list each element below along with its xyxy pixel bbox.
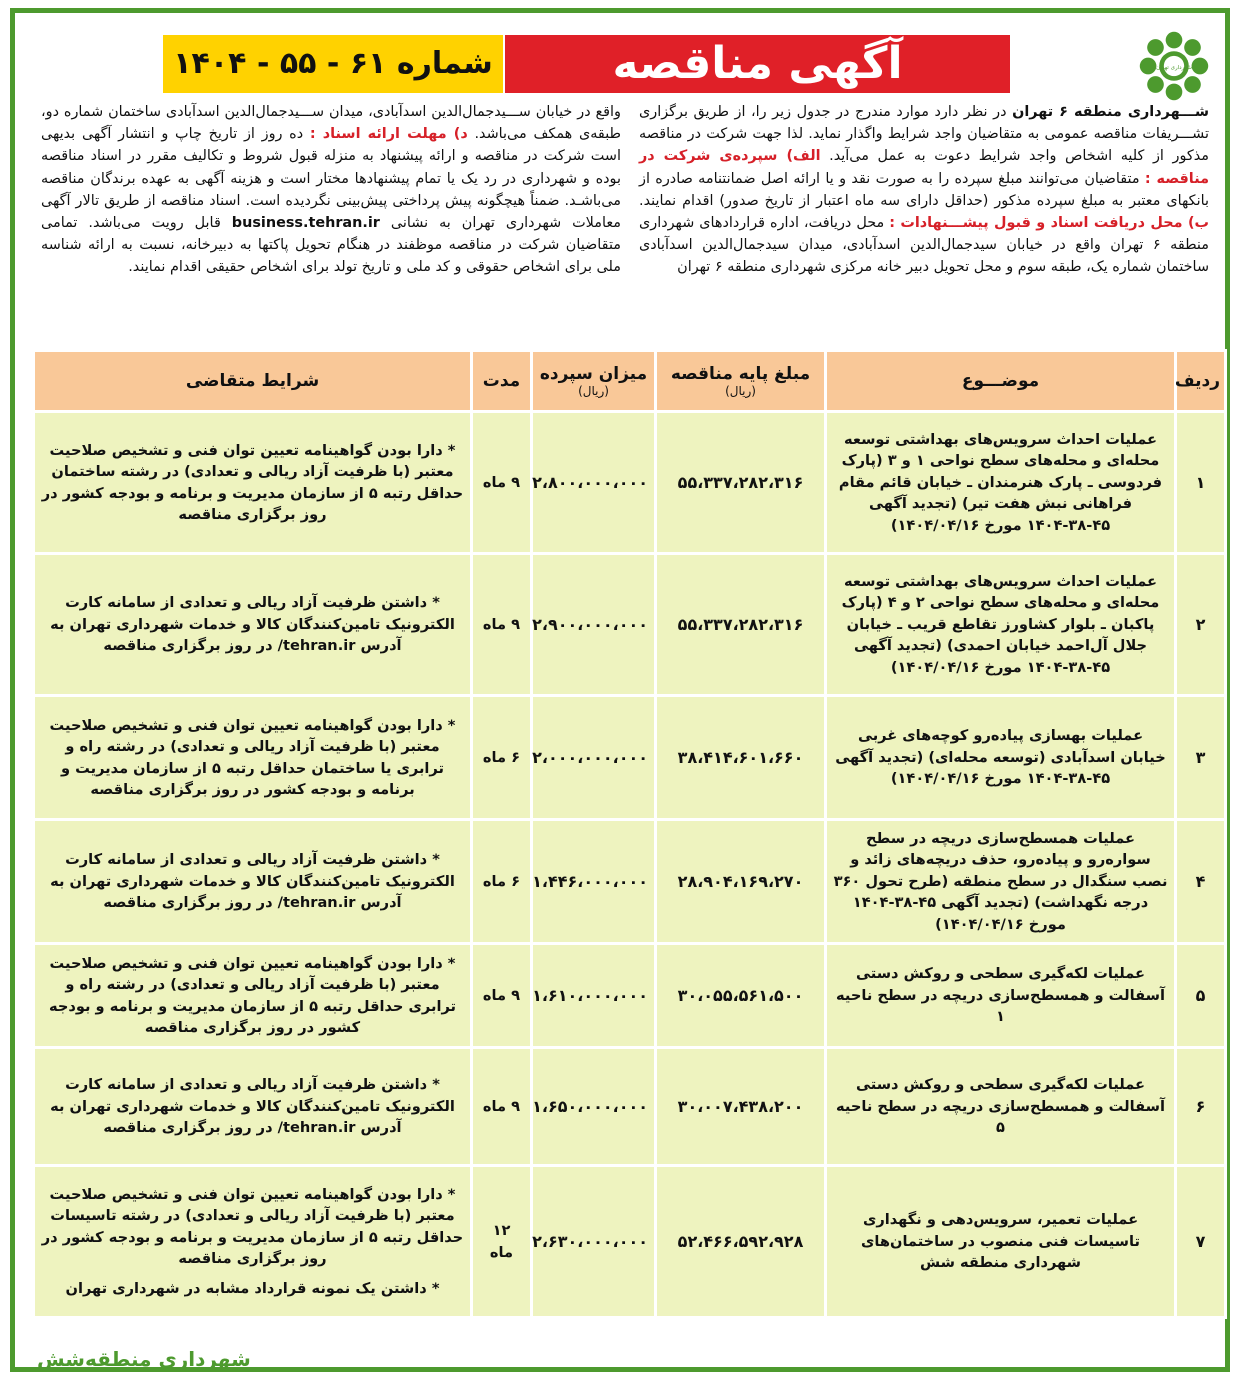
table-row [34,820,1226,944]
row-base-amount: ۵۲،۴۶۶،۵۹۲،۹۲۸ [656,1166,826,1318]
row-duration: ۹ ماه [472,1048,532,1166]
row-base-amount: ۳۰،۰۰۷،۴۳۸،۲۰۰ [656,1048,826,1166]
row-subject: عملیات لکه‌گیری سطحی و روکش دستی آسفالت و همسطح‌سازی دریچه در سطح ناحیه ۵ [826,1048,1176,1166]
row-duration: ۹ ماه [472,944,532,1048]
condition-item: * دارا بودن گواهینامه تعیین توان فنی و تشخیص صلاحیت معتبر (با ظرفیت آزاد ریالی و تعدادی) در رشته راه و ترابری حداقل رتبه ۵ از سازمان مدیریت و برنامه و بودجه کشور در روز برگزاری مناقصه [48,954,457,1036]
condition-item: * دارا بودن گواهینامه تعیین توان فنی و تشخیص صلاحیت معتبر (با ظرفیت آزاد ریالی و تعدادی) در رشته ساختمان حداقل رتبه ۵ از سازمان مدیریت و برنامه و بودجه کشور در روز برگزاری مناقصه [41,441,464,523]
header-row-no: ردیف [1176,351,1226,412]
header-base: مبلغ پایه مناقصه (ریال) [656,351,826,412]
header-deposit: میزان سپرده (ریال) [532,351,656,412]
table-header-row [34,351,1226,412]
row-deposit: ۲،۸۰۰،۰۰۰،۰۰۰ [532,412,656,554]
row-deposit: ۱،۴۴۶،۰۰۰،۰۰۰ [532,820,656,944]
documents-site-link[interactable]: business.tehran.ir [231,215,380,232]
row-conditions [34,944,472,1048]
row-conditions [34,696,472,820]
row-subject: عملیات لکه‌گیری سطحی و روکش دستی آسفالت و همسطح‌سازی دریچه در سطح ناحیه ۱ [826,944,1176,1048]
row-conditions [34,1048,472,1166]
footer-signature: شهرداری منطقه‌شش [37,1347,251,1371]
row-conditions [34,412,472,554]
header [15,13,1225,103]
row-number: ۲ [1176,554,1226,696]
row-conditions [34,554,472,696]
row-base-amount: ۳۸،۴۱۴،۶۰۱،۶۶۰ [656,696,826,820]
row-conditions [34,820,472,944]
row-duration: ۹ ماه [472,554,532,696]
row-subject: عملیات تعمیر، سرویس‌دهی و نگهداری تاسیسات فنی منصوب در ساختمان‌های شهرداری منطقه شش [826,1166,1176,1318]
row-deposit: ۲،۶۳۰،۰۰۰،۰۰۰ [532,1166,656,1318]
svg-text:شهرداری تهران: شهرداری تهران [1156,64,1192,71]
row-base-amount: ۵۵،۳۳۷،۲۸۲،۳۱۶ [656,554,826,696]
row-number: ۳ [1176,696,1226,820]
row-number: ۱ [1176,412,1226,554]
row-subject: عملیات همسطح‌سازی دریچه در سطح سواره‌رو و پیاده‌رو، حذف دریچه‌های زائد و نصب سنگدال در سطح منطقه (طرح تحول ۳۶۰ درجه نگهداشت) (تجدید آگهی ۴۵-۳۸-۱۴۰۴ مورخ ۱۴۰۴/۰۴/۱۶) [826,820,1176,944]
row-number: ۴ [1176,820,1226,944]
header-subject: موضـــوع [826,351,1176,412]
condition-item: * داشتن ظرفیت آزاد ریالی و تعدادی از سامانه کارت الکترونیک تامین‌کنندگان کالا و خدمات شهرداری تهران به آدرس tehran.ir/ در روز برگزاری مناقصه [50,851,455,912]
table-row [34,696,1226,820]
row-deposit: ۲،۹۰۰،۰۰۰،۰۰۰ [532,554,656,696]
intro-left: واقع در خیابان ســـیدجمال‌الدین اسدآبادی، میدان ســـیدجمال‌الدین اسدآبادی ساختمان شماره دو، طبقه‌ی همکف می‌باشد. د) مهلت ارائه اسناد : ده روز از تاریخ چاپ و انتشار آگهی بدیهی است شرکت در مناقصه و ارائه پیشنهاد به منزله قبول شروط و تکالیف مقرر در اسناد مناقصه بوده و شهرداری در رد یک یا تمام پیشنهادها مختار است و هزینه آگهی به عهده برندگان مناقصه می‌باشـد. ضمناً هیچگونه پیش پرداختی پیش‌بینی نگردیده است. اسناد مناقصه از طریق تالار آگهی معاملات شهرداری تهران به نشانی business.tehran.ir قابل رویت می‌باشد. تمامی متقاضیان شرکت در مناقصه موظفند در هنگام تحویل پاکتها به دبیرخانه، نسبت به ارائه شناسه ملی برای اشخاص حقوقی و کد ملی و تاریخ تولد برای اشخاص حقیقی اقدام نمایند. [41,104,622,276]
table-row [34,1048,1226,1166]
row-subject: عملیات احداث سرویس‌های بهداشتی توسعه محله‌ای و محله‌های سطح نواحی ۱ و ۳ (پارک فردوسی ـ پارک هنرمندان ـ خیابان قائم مقام فراهانی نبش هفت تیر) (تجدید آگهی ۴۵-۳۸-۱۴۰۴ مورخ ۱۴۰۴/۰۴/۱۶) [826,412,1176,554]
page-title: آگهی مناقصه [505,35,1010,93]
condition-item: * دارا بودن گواهینامه تعیین توان فنی و تشخیص صلاحیت معتبر (با ظرفیت آزاد ریالی و تعدادی) در رشته تاسیسات حداقل رتبه ۵ از سازمان مدیریت و برنامه و بودجه کشور در روز برگزاری مناقصه [41,1185,464,1268]
row-number: ۵ [1176,944,1226,1048]
row-number: ۷ [1176,1166,1226,1318]
intro-right: شـــهرداری منطقه ۶ تهران در نظر دارد موارد مندرج در جدول زیر را، از طریق برگزاری تشـــریفات مناقصه عمومی به متقاضیان واجد شرایط واگذار نماید. لذا جهت شرکت در مناقصه مذکور از کلیه اشخاص واجد شرایط دعوت به عمل می‌آید. الف) سپرده‌ی شرکت در مناقصه : متقاضیان می‌توانند مبلغ سپرده را به صورت نقد و یا ارائه اصل ضمانتنامه صادره از بانکهای معتبر به مبلغ سپرده مذکور (حداقل دارای سه ماه اعتبار از تاریخ صدور) اقدام نمایند. ب) محل دریافت اسناد و قبول پیشـــنهادات : محل دریافت، اداره قراردادهای شهرداری منطقه ۶ تهران واقع در خیابان سیدجمال‌الدین اسدآبادی، میدان سیدجمال‌الدین اسدآبادی ساختمان شماره یک، طبقه سوم و محل تحویل دبیر خانه مرکزی شهرداری منطقه ۶ تهران [639,104,1209,276]
table-row [34,1166,1226,1318]
condition-item: * دارا بودن گواهینامه تعیین توان فنی و تشخیص صلاحیت معتبر (با ظرفیت آزاد ریالی و تعدادی) در رشته راه و ترابری یا ساختمان حداقل رتبه ۵ از سازمان مدیریت و برنامه و بودجه کشور در روز برگزاری مناقصه [49,716,456,798]
condition-item: * داشتن ظرفیت آزاد ریالی و تعدادی از سامانه کارت الکترونیک تامین‌کنندگان کالا و خدمات شهرداری تهران به آدرس tehran.ir/ در روز برگزاری مناقصه [50,594,455,655]
row-conditions [34,1166,472,1318]
row-duration: ۶ ماه [472,696,532,820]
table-row [34,412,1226,554]
table-row [34,944,1226,1048]
condition-item: * داشتن ظرفیت آزاد ریالی و تعدادی از سامانه کارت الکترونیک تامین‌کنندگان کالا و خدمات شهرداری تهران به آدرس tehran.ir/ در روز برگزاری مناقصه [50,1076,455,1137]
row-deposit: ۱،۶۱۰،۰۰۰،۰۰۰ [532,944,656,1048]
row-base-amount: ۲۸،۹۰۴،۱۶۹،۲۷۰ [656,820,826,944]
row-base-amount: ۵۵،۳۳۷،۲۸۲،۳۱۶ [656,412,826,554]
row-deposit: ۲،۰۰۰،۰۰۰،۰۰۰ [532,696,656,820]
header-conditions: شرایط متقاضی [34,351,472,412]
tenders-table [32,349,1227,1319]
condition-item: * داشتن یک نمونه قرارداد مشابه در شهرداری تهران [65,1279,440,1297]
row-duration: ۹ ماه [472,412,532,554]
row-duration: ۱۲ ماه [472,1166,532,1318]
row-subject: عملیات بهسازی پیاده‌رو کوچه‌های غربی خیابان اسدآبادی (توسعه محله‌ای) (تجدید آگهی ۴۵-۳۸-۱۴۰۴ مورخ ۱۴۰۴/۰۴/۱۶) [826,696,1176,820]
row-deposit: ۱،۶۵۰،۰۰۰،۰۰۰ [532,1048,656,1166]
row-duration: ۶ ماه [472,820,532,944]
ad-frame [10,8,1230,1372]
table-row [34,554,1226,696]
tehran-municipality-logo [1135,29,1213,103]
header-duration: مدت [472,351,532,412]
tender-number: شماره ۶۱ - ۵۵ - ۱۴۰۴ [163,35,503,93]
row-base-amount: ۳۰،۰۵۵،۵۶۱،۵۰۰ [656,944,826,1048]
row-subject: عملیات احداث سرویس‌های بهداشتی توسعه محله‌ای و محله‌های سطح نواحی ۲ و ۴ (پارک پاکبان ـ بلوار کشاورز تقاطع قریب ـ خیابان جلال آل‌احمد خیابان احمدی) (تجدید آگهی ۴۵-۳۸-۱۴۰۴ مورخ ۱۴۰۴/۰۴/۱۶) [826,554,1176,696]
row-number: ۶ [1176,1048,1226,1166]
